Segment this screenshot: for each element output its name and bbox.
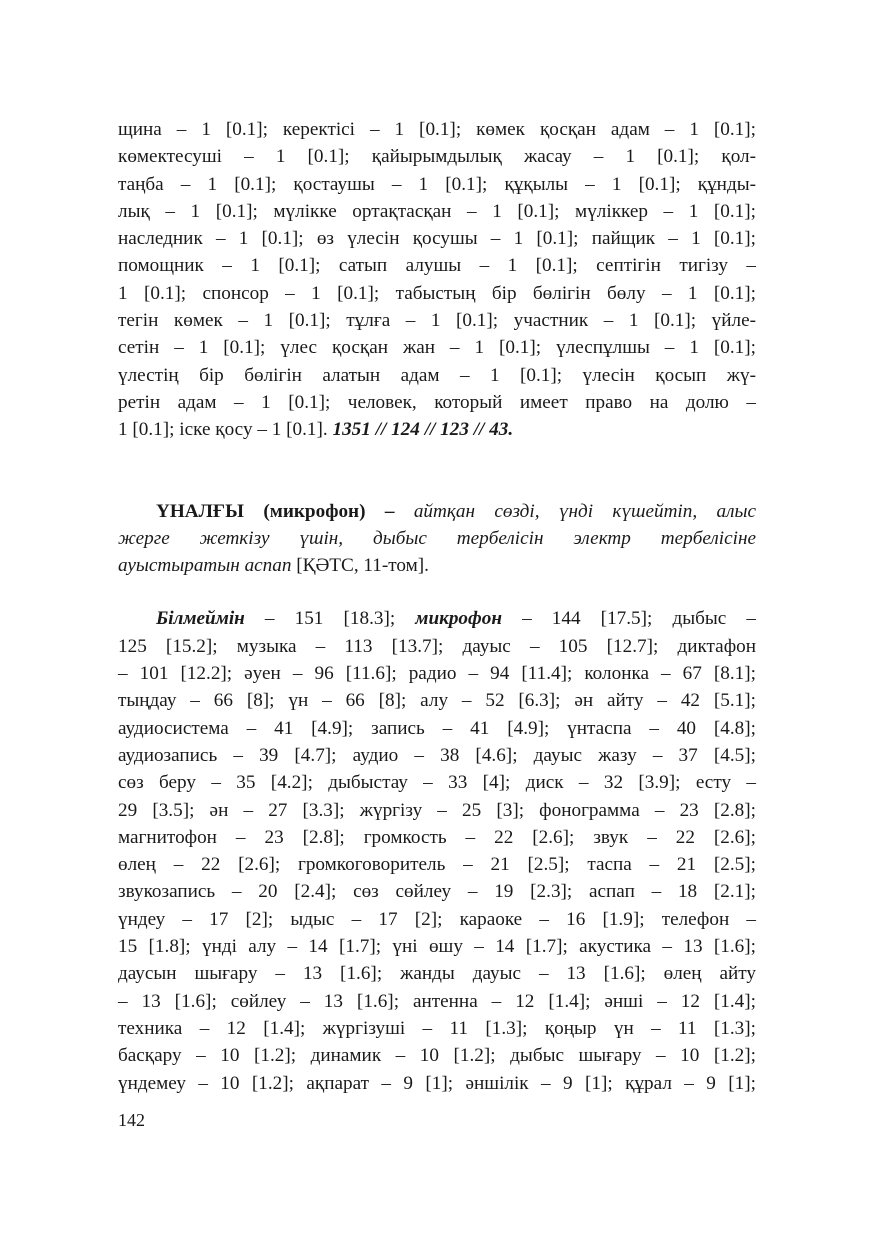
response-line: тыңдау – 66 [8]; үн – 66 [8]; алу – 52 [6.3]; ән айту – 42 [5.1]; [118, 690, 756, 712]
text-line: 1 [0.1]; спонсор – 1 [0.1]; табыстың бір бөлігін бөлу – 1 [0.1]; [118, 282, 756, 304]
response-line: звукозапись – 20 [2.4]; сөз сөйлеу – 19 [2.3]; аспап – 18 [2.1]; [118, 881, 756, 903]
paragraph-continuation [118, 116, 756, 444]
definition-text: жерге жеткізу үшін, дыбыс тербелісін электр тербелісіне [118, 527, 756, 549]
response-line: үндемеу – 10 [1.2]; ақпарат – 9 [1]; әншілік – 9 [1]; құрал – 9 [1]; [118, 1072, 756, 1094]
response-line: 15 [1.8]; үнді алу – 14 [1.7]; үні өшу – 14 [1.7]; акустика – 13 [1.6]; [118, 936, 756, 958]
text-line: таңба – 1 [0.1]; қостаушы – 1 [0.1]; құқылы – 1 [0.1]; құнды- [118, 173, 756, 195]
response-line: сөз беру – 35 [4.2]; дыбыстау – 33 [4]; диск – 32 [3.9]; есту – [118, 772, 756, 794]
headword: ҮНАЛҒЫ (микрофон) – [156, 500, 395, 522]
top-response: Білмеймін [156, 608, 245, 630]
text-fragment: 1 [0.1]; іске қосу – 1 [0.1]. [118, 419, 333, 441]
text-line: помощник – 1 [0.1]; сатып алушы – 1 [0.1]; септігін тигізу – [118, 255, 756, 277]
stimulus-word: микрофон [415, 608, 503, 630]
text-line: көмектесуші – 1 [0.1]; қайырымдылық жасау – 1 [0.1]; қол- [118, 146, 756, 168]
response-line: өлең – 22 [2.6]; громкоговоритель – 21 [2.5]; таспа – 21 [2.5]; [118, 854, 756, 876]
summary-counts: 1351 // 124 // 123 // 43. [332, 419, 514, 441]
response-list [118, 605, 756, 1096]
page-body [118, 116, 756, 1097]
definition-entry [118, 498, 756, 580]
response-line: үндеу – 17 [2]; ыдыс – 17 [2]; караоке – 16 [1.9]; телефон – [118, 908, 756, 930]
response-line: магнитофон – 23 [2.8]; громкость – 22 [2.6]; звук – 22 [2.6]; [118, 826, 756, 848]
response-line: 125 [15.2]; музыка – 113 [13.7]; дауыс – 105 [12.7]; диктафон [118, 635, 756, 657]
response-line: даусын шығару – 13 [1.6]; жанды дауыс – 13 [1.6]; өлең айту [118, 963, 756, 985]
text-line: щина – 1 [0.1]; керектісі – 1 [0.1]; көмек қосқан адам – 1 [0.1]; [118, 119, 756, 140]
response-line: басқару – 10 [1.2]; динамик – 10 [1.2]; дыбыс шығару – 10 [1.2]; [118, 1045, 756, 1067]
text-line: лық – 1 [0.1]; мүлікке ортақтасқан – 1 [0.1]; мүліккер – 1 [0.1]; [118, 200, 756, 222]
text-line: тегін көмек – 1 [0.1]; тұлға – 1 [0.1]; участник – 1 [0.1]; үйле- [118, 310, 756, 332]
response-line: – 13 [1.6]; сөйлеу – 13 [1.6]; антенна – 12 [1.4]; әнші – 12 [1.4]; [118, 990, 756, 1012]
definition-text: ауыстыратын аспап [118, 555, 292, 577]
definition-line [118, 498, 756, 525]
response-line: аудиозапись – 39 [4.7]; аудио – 38 [4.6]; дауыс жазу – 37 [4.5]; [118, 744, 756, 766]
response-line: 29 [3.5]; ән – 27 [3.3]; жүргізу – 25 [3]; фонограмма – 23 [2.8]; [118, 799, 756, 821]
definition-line [118, 525, 756, 552]
response-line [118, 605, 756, 632]
text-fragment: – 151 [18.3]; [244, 608, 416, 630]
text-line-last [118, 416, 756, 443]
text-line: ретін адам – 1 [0.1]; человек, который имеет право на долю – [118, 391, 756, 413]
text-fragment: – 144 [17.5]; дыбыс – [502, 608, 756, 630]
source-reference: [ҚӘТС, 11-том]. [291, 555, 429, 577]
response-line: – 101 [12.2]; әуен – 96 [11.6]; радио – 94 [11.4]; колонка – 67 [8.1]; [118, 663, 756, 685]
definition-text: айтқан сөзді, үнді күшейтіп, алыс [394, 500, 756, 522]
response-line: аудиосистема – 41 [4.9]; запись – 41 [4.9]; үнтаспа – 40 [4.8]; [118, 717, 756, 739]
text-line: наследник – 1 [0.1]; өз үлесін қосушы – 1 [0.1]; пайщик – 1 [0.1]; [118, 228, 756, 250]
response-line: техника – 12 [1.4]; жүргізуші – 11 [1.3]; қоңыр үн – 11 [1.3]; [118, 1017, 756, 1039]
text-line: үлестің бір бөлігін алатын адам – 1 [0.1]; үлесін қосып жү- [118, 364, 756, 386]
text-line: сетін – 1 [0.1]; үлес қосқан жан – 1 [0.1]; үлеспұлшы – 1 [0.1]; [118, 337, 756, 359]
page-number: 142 [118, 1110, 145, 1130]
definition-line [118, 552, 756, 579]
